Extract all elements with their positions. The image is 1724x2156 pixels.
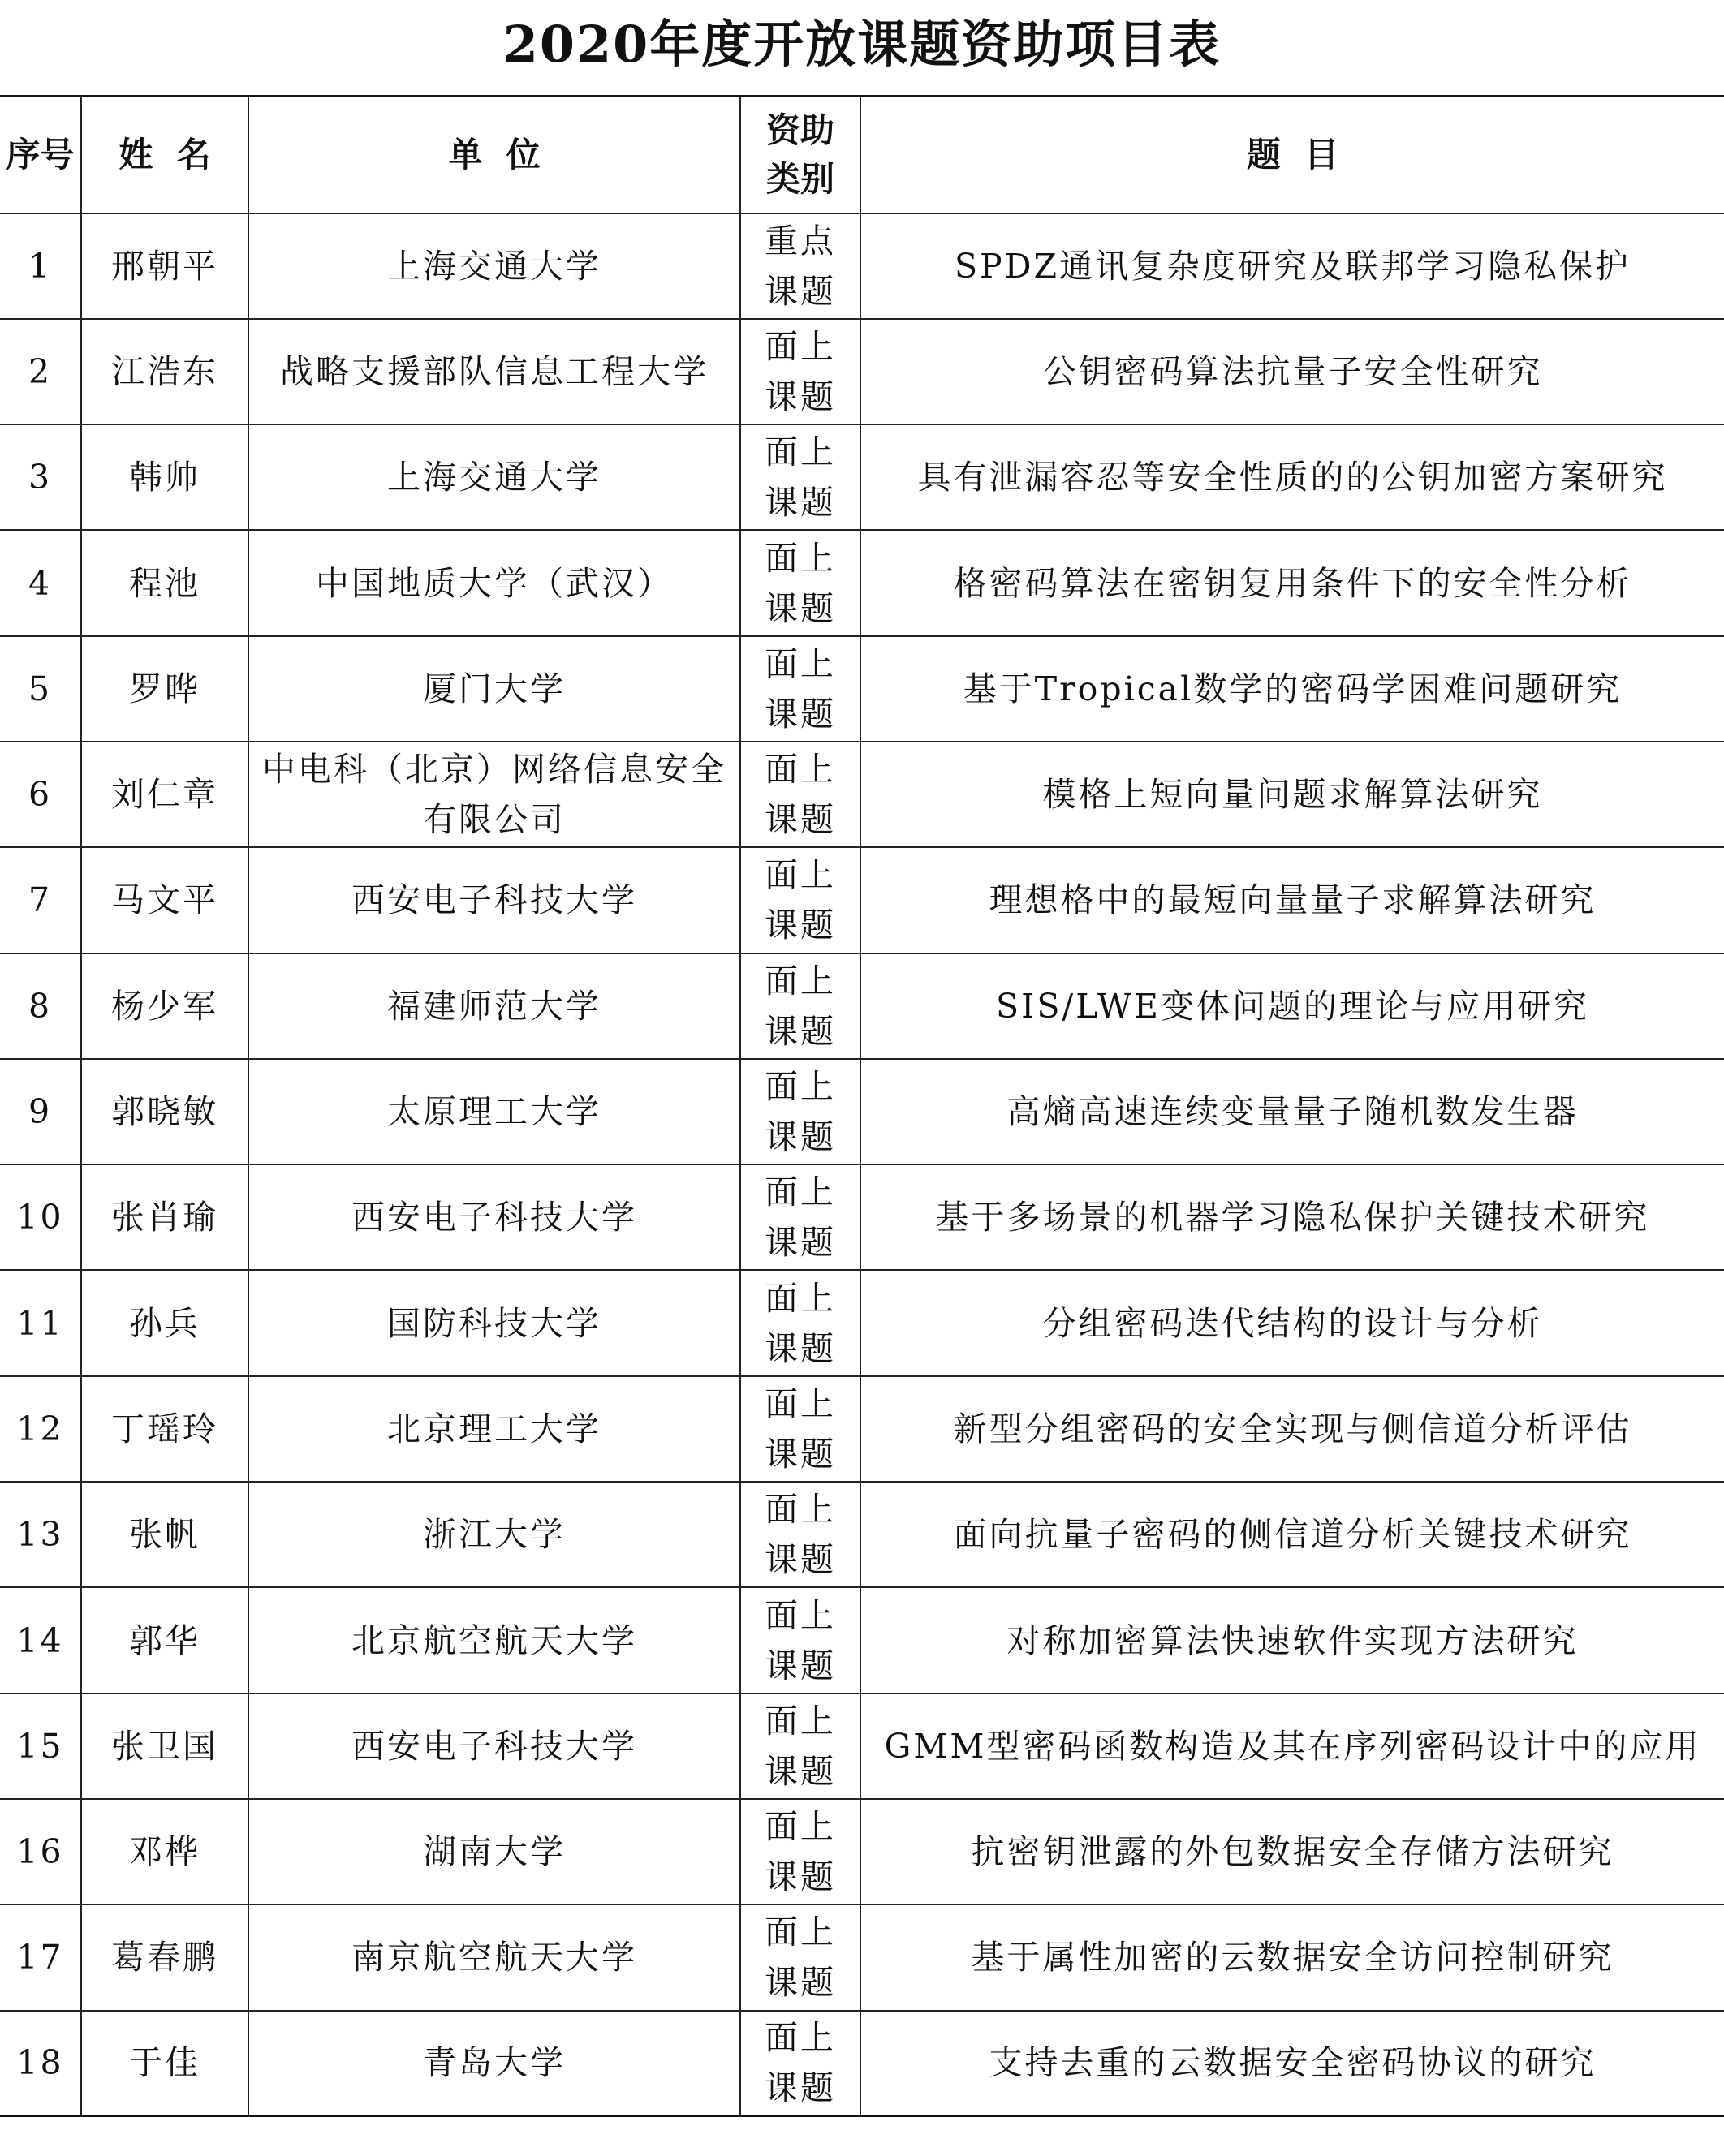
cell-name: 于佳 (81, 2011, 248, 2116)
cell-topic: 模格上短向量问题求解算法研究 (860, 742, 1724, 847)
cell-name: 刘仁章 (81, 742, 248, 847)
cell-topic: 基于Tropical数学的密码学困难问题研究 (860, 636, 1724, 742)
cell-name: 江浩东 (81, 319, 248, 424)
cell-name: 张帆 (81, 1482, 248, 1587)
cell-topic: SPDZ通讯复杂度研究及联邦学习隐私保护 (860, 213, 1724, 319)
cell-type-line1: 面上 (765, 1701, 836, 1741)
table-row (0, 1164, 1724, 1270)
cell-topic: 分组密码迭代结构的设计与分析 (860, 1270, 1724, 1375)
cell-topic: GMM型密码函数构造及其在序列密码设计中的应用 (860, 1693, 1724, 1799)
cell-seq: 2 (0, 319, 81, 424)
cell-unit: 青岛大学 (248, 2011, 740, 2116)
cell-type (740, 1376, 860, 1482)
cell-type (740, 1270, 860, 1375)
cell-unit: 浙江大学 (248, 1482, 740, 1587)
cell-topic: 高熵高速连续变量量子随机数发生器 (860, 1059, 1724, 1164)
cell-topic: 对称加密算法快速软件实现方法研究 (860, 1587, 1724, 1693)
cell-seq: 4 (0, 530, 81, 635)
cell-type (740, 1799, 860, 1904)
cell-type (740, 1587, 860, 1693)
cell-type-line2: 课题 (765, 1646, 836, 1685)
cell-type-line1: 面上 (765, 1913, 836, 1952)
table-row (0, 1693, 1724, 1799)
cell-type-line2: 课题 (765, 1857, 836, 1897)
cell-name: 孙兵 (81, 1270, 248, 1375)
cell-type-line2: 课题 (765, 1963, 836, 2003)
cell-type-line1: 面上 (765, 1278, 836, 1318)
cell-type-line1: 面上 (765, 326, 836, 366)
table-row (0, 1059, 1724, 1164)
cell-type (740, 319, 860, 424)
cell-seq: 18 (0, 2011, 81, 2116)
table-row (0, 1270, 1724, 1375)
cell-seq: 6 (0, 742, 81, 847)
cell-seq: 7 (0, 847, 81, 953)
cell-type-line1: 面上 (765, 2018, 836, 2058)
cell-type-line1: 面上 (765, 432, 836, 472)
cell-unit: 厦门大学 (248, 636, 740, 742)
table-row (0, 1376, 1724, 1482)
cell-unit: 太原理工大学 (248, 1059, 740, 1164)
cell-seq: 10 (0, 1164, 81, 1270)
cell-type-line2: 课题 (765, 694, 836, 734)
cell-topic: 支持去重的云数据安全密码协议的研究 (860, 2011, 1724, 2116)
cell-type-line2: 课题 (765, 483, 836, 523)
cell-type-line2: 课题 (765, 1117, 836, 1157)
cell-type (740, 1693, 860, 1799)
cell-name: 张卫国 (81, 1693, 248, 1799)
cell-type-line2: 课题 (765, 800, 836, 840)
cell-type-line2: 课题 (765, 1751, 836, 1791)
table-row (0, 1904, 1724, 2010)
table-body (0, 213, 1724, 2116)
cell-unit: 西安电子科技大学 (248, 1693, 740, 1799)
cell-unit: 上海交通大学 (248, 424, 740, 530)
header-unit: 单 位 (248, 97, 740, 213)
cell-name: 杨少军 (81, 953, 248, 1059)
cell-type (740, 1164, 860, 1270)
cell-type-line1: 面上 (765, 1595, 836, 1635)
cell-topic: 面向抗量子密码的侧信道分析关键技术研究 (860, 1482, 1724, 1587)
table-row (0, 530, 1724, 635)
cell-type-line1: 重点 (765, 221, 836, 260)
header-type-line2: 类别 (765, 158, 834, 199)
cell-type-line1: 面上 (765, 538, 836, 578)
cell-type (740, 1059, 860, 1164)
cell-type-line2: 课题 (765, 1540, 836, 1580)
cell-unit: 北京航空航天大学 (248, 1587, 740, 1693)
table-row (0, 742, 1724, 847)
table-row (0, 1799, 1724, 1904)
cell-unit: 西安电子科技大学 (248, 847, 740, 953)
header-seq: 序号 (0, 97, 81, 213)
cell-unit: 中国地质大学（武汉） (248, 530, 740, 635)
cell-type-line1: 面上 (765, 1490, 836, 1530)
page-title: 2020年度开放课题资助项目表 (502, 15, 1222, 74)
cell-seq: 13 (0, 1482, 81, 1587)
cell-seq: 8 (0, 953, 81, 1059)
cell-type-line1: 面上 (765, 855, 836, 895)
cell-type-line1: 面上 (765, 1384, 836, 1423)
cell-unit: 国防科技大学 (248, 1270, 740, 1375)
cell-type-line2: 课题 (765, 1328, 836, 1368)
cell-topic: 理想格中的最短向量量子求解算法研究 (860, 847, 1724, 953)
cell-topic: SIS/LWE变体问题的理论与应用研究 (860, 953, 1724, 1059)
header-type (740, 97, 860, 213)
cell-topic: 公钥密码算法抗量子安全性研究 (860, 319, 1724, 424)
cell-type (740, 953, 860, 1059)
table-row (0, 213, 1724, 319)
cell-name: 马文平 (81, 847, 248, 953)
cell-type (740, 424, 860, 530)
table-header-row (0, 97, 1724, 213)
table-row (0, 847, 1724, 953)
header-name: 姓 名 (81, 97, 248, 213)
cell-type-line2: 课题 (765, 588, 836, 628)
cell-unit: 中电科（北京）网络信息安全有限公司 (248, 742, 740, 847)
cell-type (740, 1904, 860, 2010)
cell-type-line2: 课题 (765, 2068, 836, 2108)
cell-name: 郭晓敏 (81, 1059, 248, 1164)
cell-type-line1: 面上 (765, 1067, 836, 1107)
cell-type (740, 2011, 860, 2116)
cell-type-line2: 课题 (765, 271, 836, 311)
cell-name: 郭华 (81, 1587, 248, 1693)
cell-seq: 3 (0, 424, 81, 530)
cell-seq: 14 (0, 1587, 81, 1693)
cell-seq: 16 (0, 1799, 81, 1904)
cell-type (740, 742, 860, 847)
cell-type-line1: 面上 (765, 750, 836, 790)
cell-type (740, 1482, 860, 1587)
header-type-line1: 资助 (765, 110, 834, 150)
cell-unit: 湖南大学 (248, 1799, 740, 1904)
table-row (0, 424, 1724, 530)
table-row (0, 1587, 1724, 1693)
grant-table (0, 95, 1724, 2117)
cell-name: 程池 (81, 530, 248, 635)
cell-type-line2: 课题 (765, 1223, 836, 1263)
table-row (0, 1482, 1724, 1587)
cell-topic: 基于多场景的机器学习隐私保护关键技术研究 (860, 1164, 1724, 1270)
table-row (0, 636, 1724, 742)
cell-seq: 17 (0, 1904, 81, 2010)
cell-unit: 西安电子科技大学 (248, 1164, 740, 1270)
table-row (0, 953, 1724, 1059)
cell-topic: 基于属性加密的云数据安全访问控制研究 (860, 1904, 1724, 2010)
header-topic: 题 目 (860, 97, 1724, 213)
cell-type-line1: 面上 (765, 961, 836, 1001)
cell-name: 张肖瑜 (81, 1164, 248, 1270)
cell-type (740, 636, 860, 742)
cell-type-line1: 面上 (765, 643, 836, 683)
cell-name: 邓桦 (81, 1799, 248, 1904)
cell-topic: 新型分组密码的安全实现与侧信道分析评估 (860, 1376, 1724, 1482)
cell-type-line2: 课题 (765, 1434, 836, 1474)
cell-unit: 南京航空航天大学 (248, 1904, 740, 2010)
cell-type-line2: 课题 (765, 377, 836, 416)
cell-name: 邢朝平 (81, 213, 248, 319)
cell-unit: 福建师范大学 (248, 953, 740, 1059)
cell-type-line2: 课题 (765, 906, 836, 945)
cell-topic: 抗密钥泄露的外包数据安全存储方法研究 (860, 1799, 1724, 1904)
cell-unit: 上海交通大学 (248, 213, 740, 319)
cell-type-line1: 面上 (765, 1173, 836, 1212)
cell-name: 丁瑶玲 (81, 1376, 248, 1482)
cell-type-line1: 面上 (765, 1807, 836, 1847)
table-row (0, 319, 1724, 424)
cell-topic: 具有泄漏容忍等安全性质的的公钥加密方案研究 (860, 424, 1724, 530)
cell-topic: 格密码算法在密钥复用条件下的安全性分析 (860, 530, 1724, 635)
table-row (0, 2011, 1724, 2116)
cell-type (740, 213, 860, 319)
cell-seq: 12 (0, 1376, 81, 1482)
cell-type (740, 847, 860, 953)
cell-seq: 15 (0, 1693, 81, 1799)
cell-name: 葛春鹏 (81, 1904, 248, 2010)
cell-seq: 5 (0, 636, 81, 742)
cell-seq: 11 (0, 1270, 81, 1375)
cell-type-line2: 课题 (765, 1011, 836, 1051)
cell-unit: 战略支援部队信息工程大学 (248, 319, 740, 424)
cell-seq: 1 (0, 213, 81, 319)
cell-name: 韩帅 (81, 424, 248, 530)
cell-seq: 9 (0, 1059, 81, 1164)
cell-unit: 北京理工大学 (248, 1376, 740, 1482)
cell-name: 罗晔 (81, 636, 248, 742)
cell-type (740, 530, 860, 635)
